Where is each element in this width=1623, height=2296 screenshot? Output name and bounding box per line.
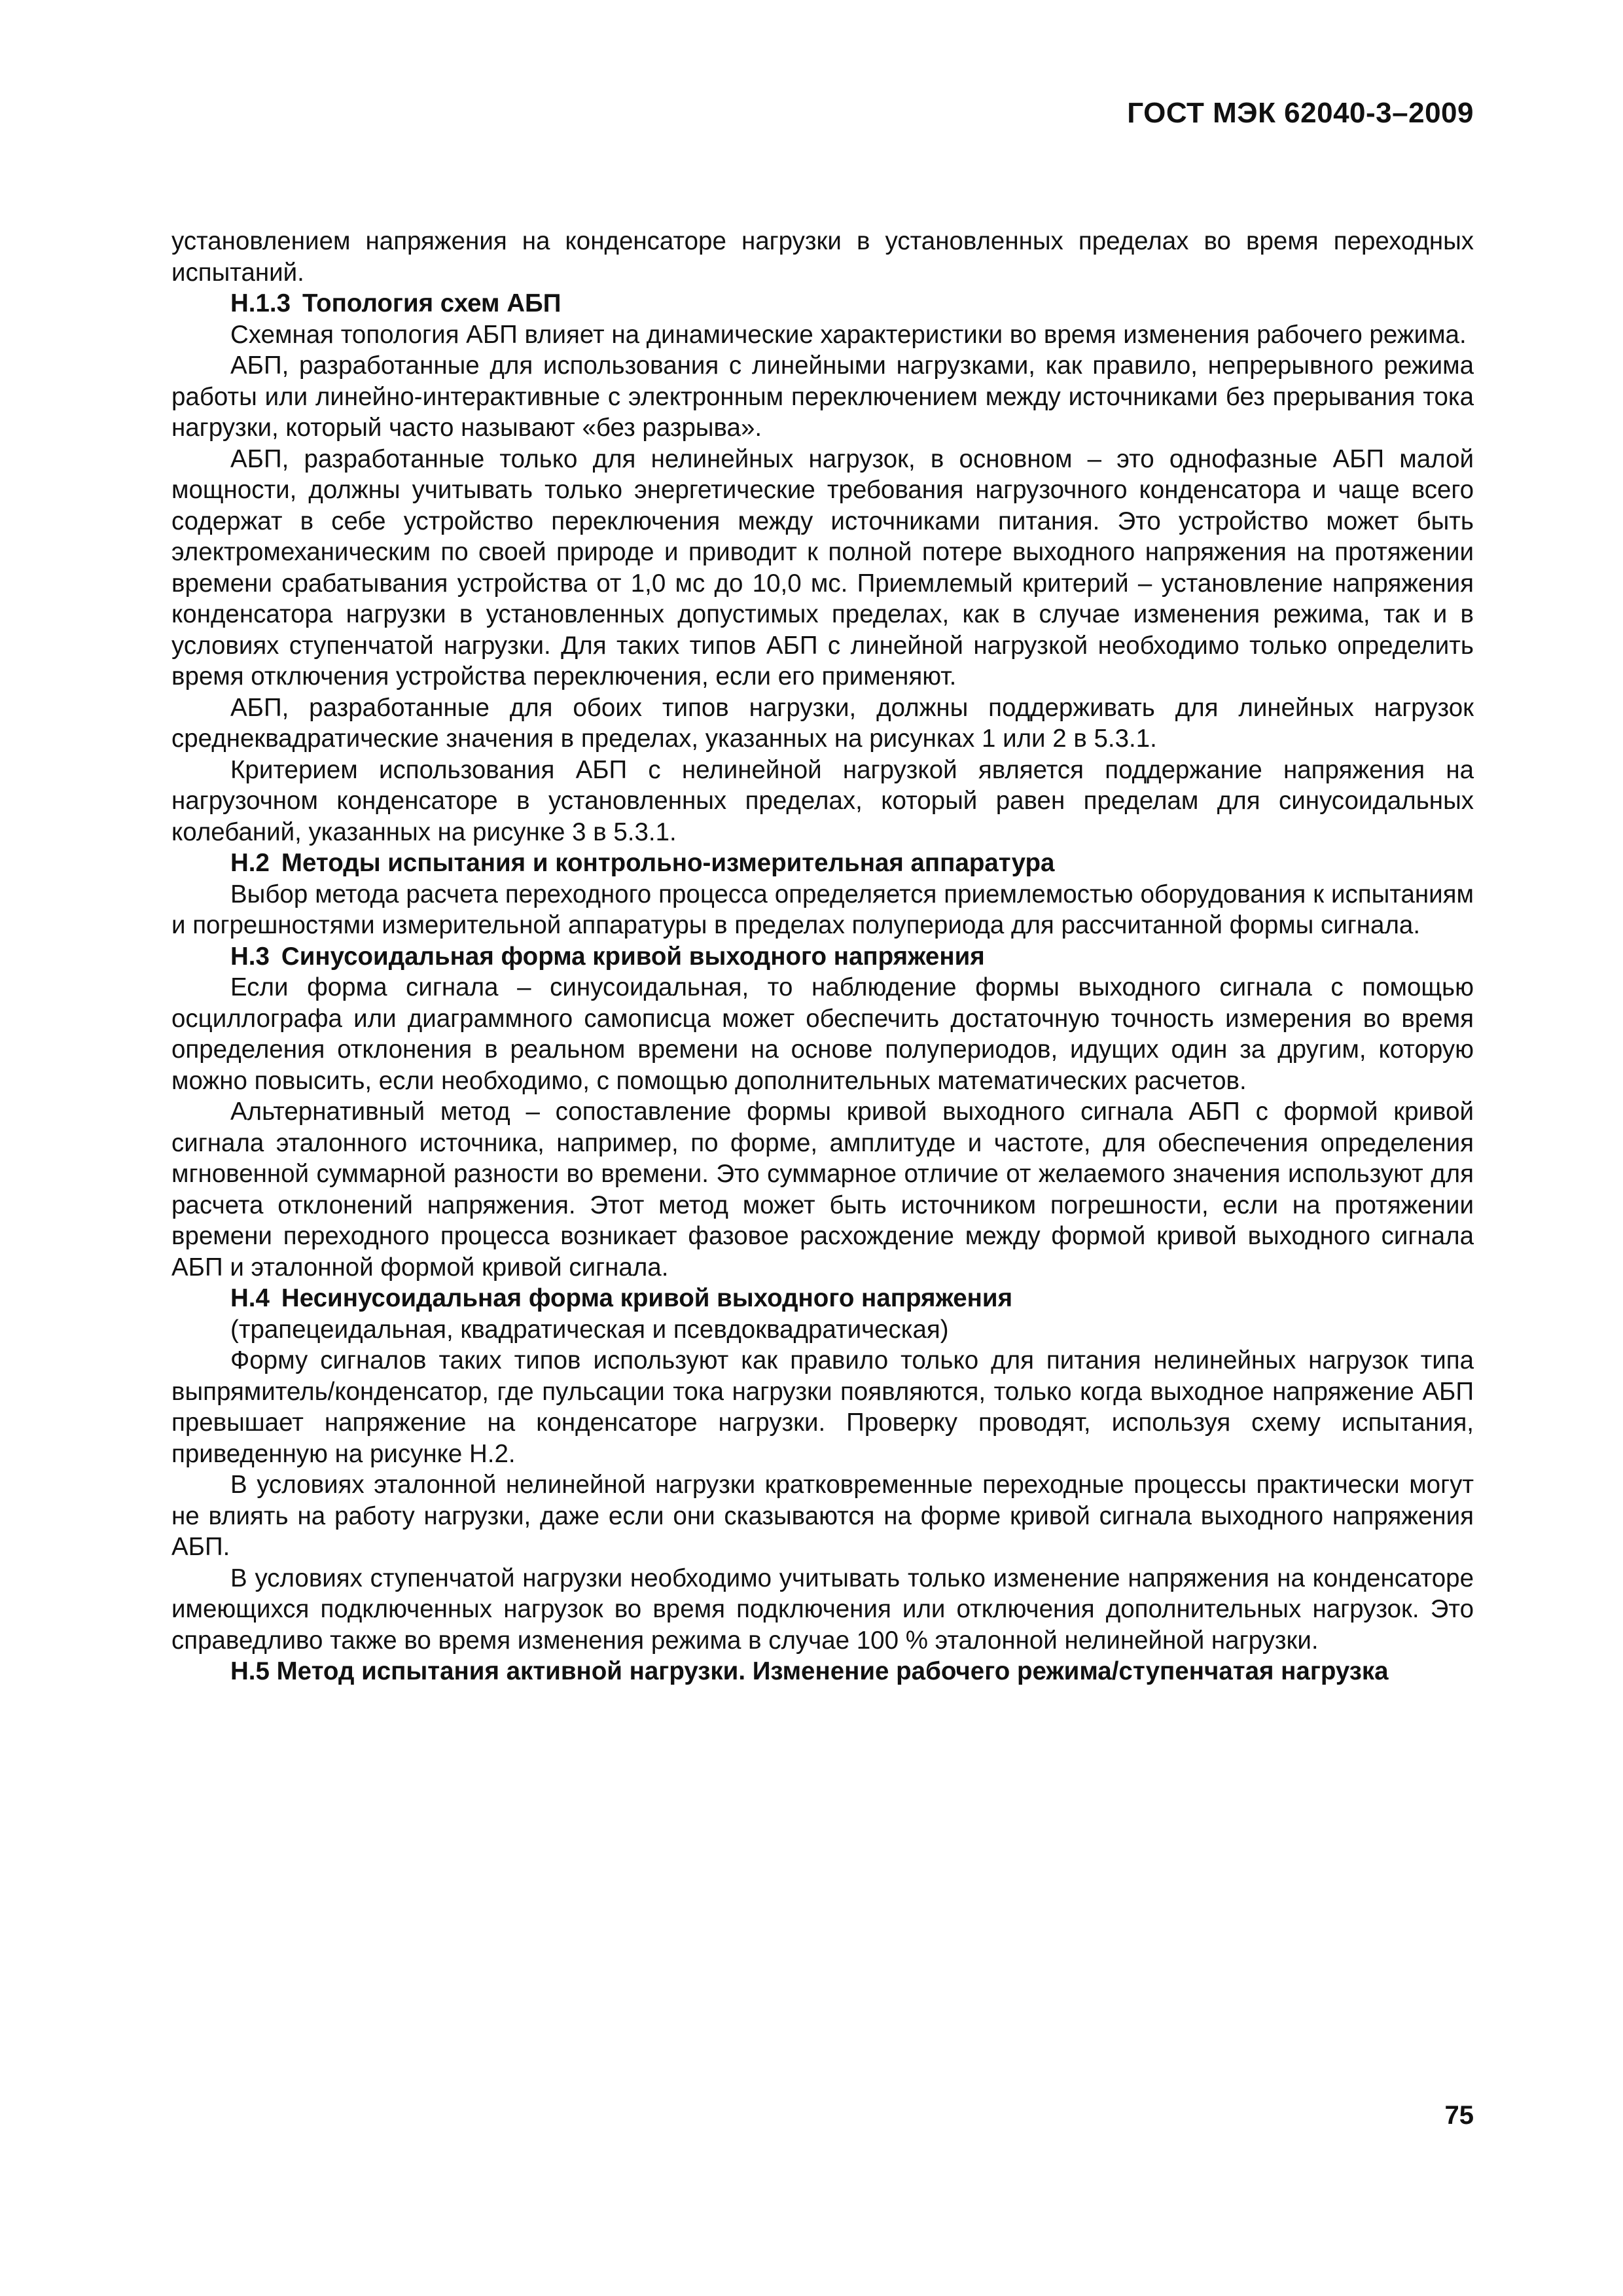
paragraph: установлением напряжения на конденсаторе нагрузки в установленных пределах во время переходных испытаний.: [171, 227, 1474, 287]
document-code-header: ГОСТ МЭК 62040-3–2009: [1127, 97, 1474, 129]
paragraph: В условиях ступенчатой нагрузки необходимо учитывать только изменение напряжения на конденсаторе имеющихся подключенных нагрузок во время подключения или отключения дополнительных нагрузок. Это справедливо также во время изменения режима в случае 100 % эталонной нелинейной нагрузки.: [171, 1564, 1474, 1655]
document-body: [171, 226, 1474, 1687]
paragraph: Альтернативный метод – сопоставление формы кривой выходного сигнала АБП с формой кривой сигнала эталонного источника, например, по форме, амплитуде и частоте, для обеспечения определения мгновенной суммарной разности во времени. Это суммарное отличие от желаемого значения используют для расчета отклонений напряжения. Этот метод может быть источником погрешности, если на протяжении времени переходного процесса возникает фазовое расхождение между формой кривой выходного сигнала АБП и эталонной формой кривой сигнала.: [171, 1098, 1474, 1282]
section-title: Топология схем АБП: [302, 289, 562, 317]
paragraph: Критерием использования АБП с нелинейной нагрузкой является поддержание напряжения на нагрузочном конденсаторе в установленных пределах, который равен пределам для синусоидальных колебаний, указанных на рисунке 3 в 5.3.1.: [171, 755, 1474, 846]
paragraph: Выбор метода расчета переходного процесса определяется приемлемостью оборудования к испытаниям и погрешностями измерительной аппаратуры в пределах полупериода для рассчитанной формы сигнала.: [171, 880, 1474, 939]
section-heading-h2: [171, 848, 1474, 879]
paragraph: (трапецеидальная, квадратическая и псевдоквадратическая): [230, 1315, 949, 1344]
section-heading-h13: [171, 288, 1474, 319]
paragraph: Если форма сигнала – синусоидальная, то наблюдение формы выходного сигнала с помощью осциллографа или диаграммного самописца может обеспечить достаточную точность измерения во время определения отклонения в реальном времени на основе полупериодов, идущих один за другим, которую можно повысить, если необходимо, с помощью дополнительных математических расчетов.: [171, 973, 1474, 1095]
section-heading-h5: Н.5 Метод испытания активной нагрузки. Изменение рабочего режима/ступенчатая нагрузка: [230, 1657, 1389, 1685]
section-number: Н.1.3: [230, 289, 291, 317]
paragraph: Форму сигналов таких типов используют как правило только для питания нелинейных нагрузок типа выпрямитель/конденсатор, где пульсации тока нагрузки появляются, только когда выходное напряжение АБП превышает напряжение на конденсаторе нагрузки. Проверку проводят, используя схему испытания, приведенную на рисунке Н.2.: [171, 1346, 1474, 1468]
paragraph: АБП, разработанные для использования с линейными нагрузками, как правило, непрерывного режима работы или линейно-интерактивные с электронным переключением между источниками без прерывания тока нагрузки, который часто называют «без разрыва».: [171, 351, 1474, 442]
paragraph: Схемная топология АБП влияет на динамические характеристики во время изменения рабочего режима.: [230, 320, 1467, 349]
section-heading-h3: [171, 941, 1474, 973]
paragraph: АБП, разработанные для обоих типов нагрузки, должны поддерживать для линейных нагрузок среднеквадратические значения в пределах, указанных на рисунках 1 или 2 в 5.3.1.: [171, 693, 1474, 753]
paragraph: В условиях эталонной нелинейной нагрузки кратковременные переходные процессы практически могут не влиять на работу нагрузки, даже если они сказываются на форме кривой сигнала выходного напряжения АБП.: [171, 1471, 1474, 1561]
section-title: Методы испытания и контрольно-измерительная аппаратура: [281, 849, 1055, 877]
section-title: Несинусоидальная форма кривой выходного напряжения: [281, 1284, 1013, 1312]
section-number: Н.3: [230, 942, 270, 971]
paragraph: АБП, разработанные только для нелинейных нагрузок, в основном – это однофазные АБП малой мощности, должны учитывать только энергетические требования нагрузочного конденсатора и чаще всего содержат в себе устройство переключения между источниками питания. Это устройство может быть электромеханическим по своей природе и приводит к полной потере выходного напряжения на протяжении времени срабатывания устройства от 1,0 мс до 10,0 мс. Приемлемый критерий – установление напряжения конденсатора нагрузки в установленных допустимых пределах, как в случае изменения режима, так и в условиях ступенчатой нагрузки. Для таких типов АБП с линейной нагрузкой необходимо только определить время отключения устройства переключения, если его применяют.: [171, 444, 1474, 691]
section-heading-h4: [171, 1283, 1474, 1314]
section-title: Синусоидальная форма кривой выходного напряжения: [281, 942, 985, 971]
section-number: Н.2: [230, 849, 270, 877]
section-number: Н.4: [230, 1284, 270, 1312]
page-number: 75: [1444, 2101, 1474, 2130]
